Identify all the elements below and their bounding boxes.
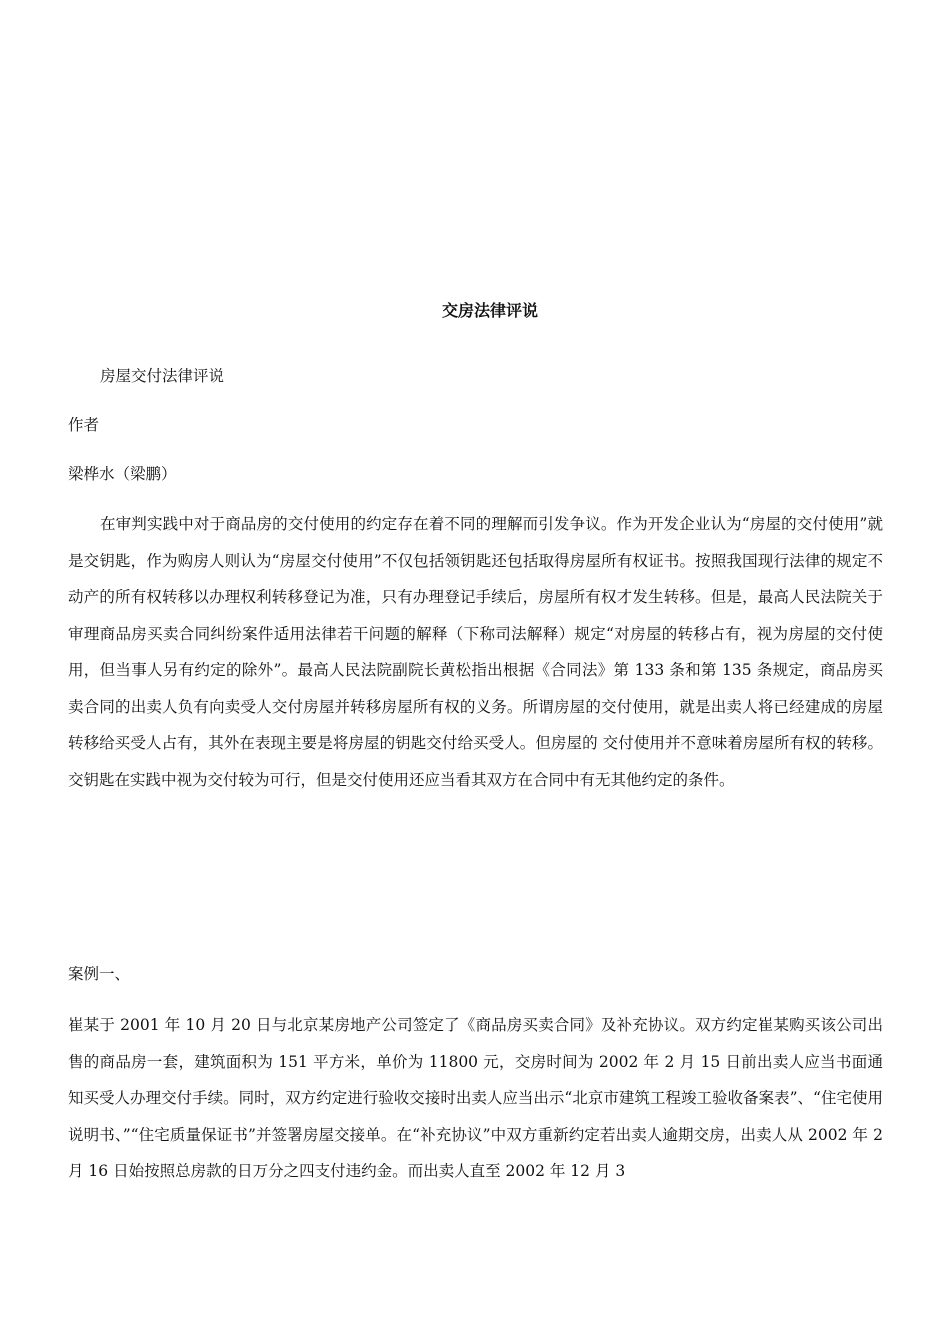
- case-heading: 案例一、: [68, 965, 131, 983]
- document-subtitle: 房屋交付法律评说: [100, 367, 225, 385]
- author-label: 作者: [68, 416, 100, 434]
- author-name: 梁桦水（梁鹏）: [68, 465, 177, 483]
- case-paragraph: 崔某于 2001 年 10 月 20 日与北京某房地产公司签定了《商品房买卖合同》及补充协议。双方约定崔某购买该公司出售的商品房一套，建筑面积为 151 平方米，单价为 11800 元，交房时间为 2002 年 2 月 15 日前出卖人应当书面通知买受人办理交付手续。同时，双方约定进行验收交接时出卖人应当出示“北京市建筑工程竣工验收备案表”、“住宅使用说明书、”“住宅质量保证书”并签署房屋交接单。在“补充协议”中双方重新约定若出卖人逾期交房，出卖人从 2002 年 2 月 16 日始按照总房款的日万分之四支付违约金。而出卖人直至 2002 年 12 月 3: [68, 1016, 883, 1180]
- document-title: 交房法律评说: [441, 301, 538, 320]
- body-paragraph: 在审判实践中对于商品房的交付使用的约定存在着不同的理解而引发争议。作为开发企业认为“房屋的交付使用”就是交钥匙，作为购房人则认为“房屋交付使用”不仅包括领钥匙还包括取得房屋所有权证书。按照我国现行法律的规定不动产的所有权转移以办理权利转移登记为准，只有办理登记手续后，房屋所有权才发生转移。但是，最高人民法院关于审理商品房买卖合同纠纷案件适用法律若干问题的解释（下称司法解释）规定“对房屋的转移占有，视为房屋的交付使用，但当事人另有约定的除外”。最高人民法院副院长黄松指出根据《合同法》第 133 条和第 135 条规定，商品房买卖合同的出卖人负有向卖受人交付房屋并转移房屋所有权的义务。所谓房屋的交付使用，就是出卖人将已经建成的房屋转移给买受人占有，其外在表现主要是将房屋的钥匙交付给买受人。但房屋的 交付使用并不意味着房屋所有权的转移。交钥匙在实践中视为交付较为可行，但是交付使用还应当看其双方在合同中有无其他约定的条件。: [68, 515, 883, 789]
